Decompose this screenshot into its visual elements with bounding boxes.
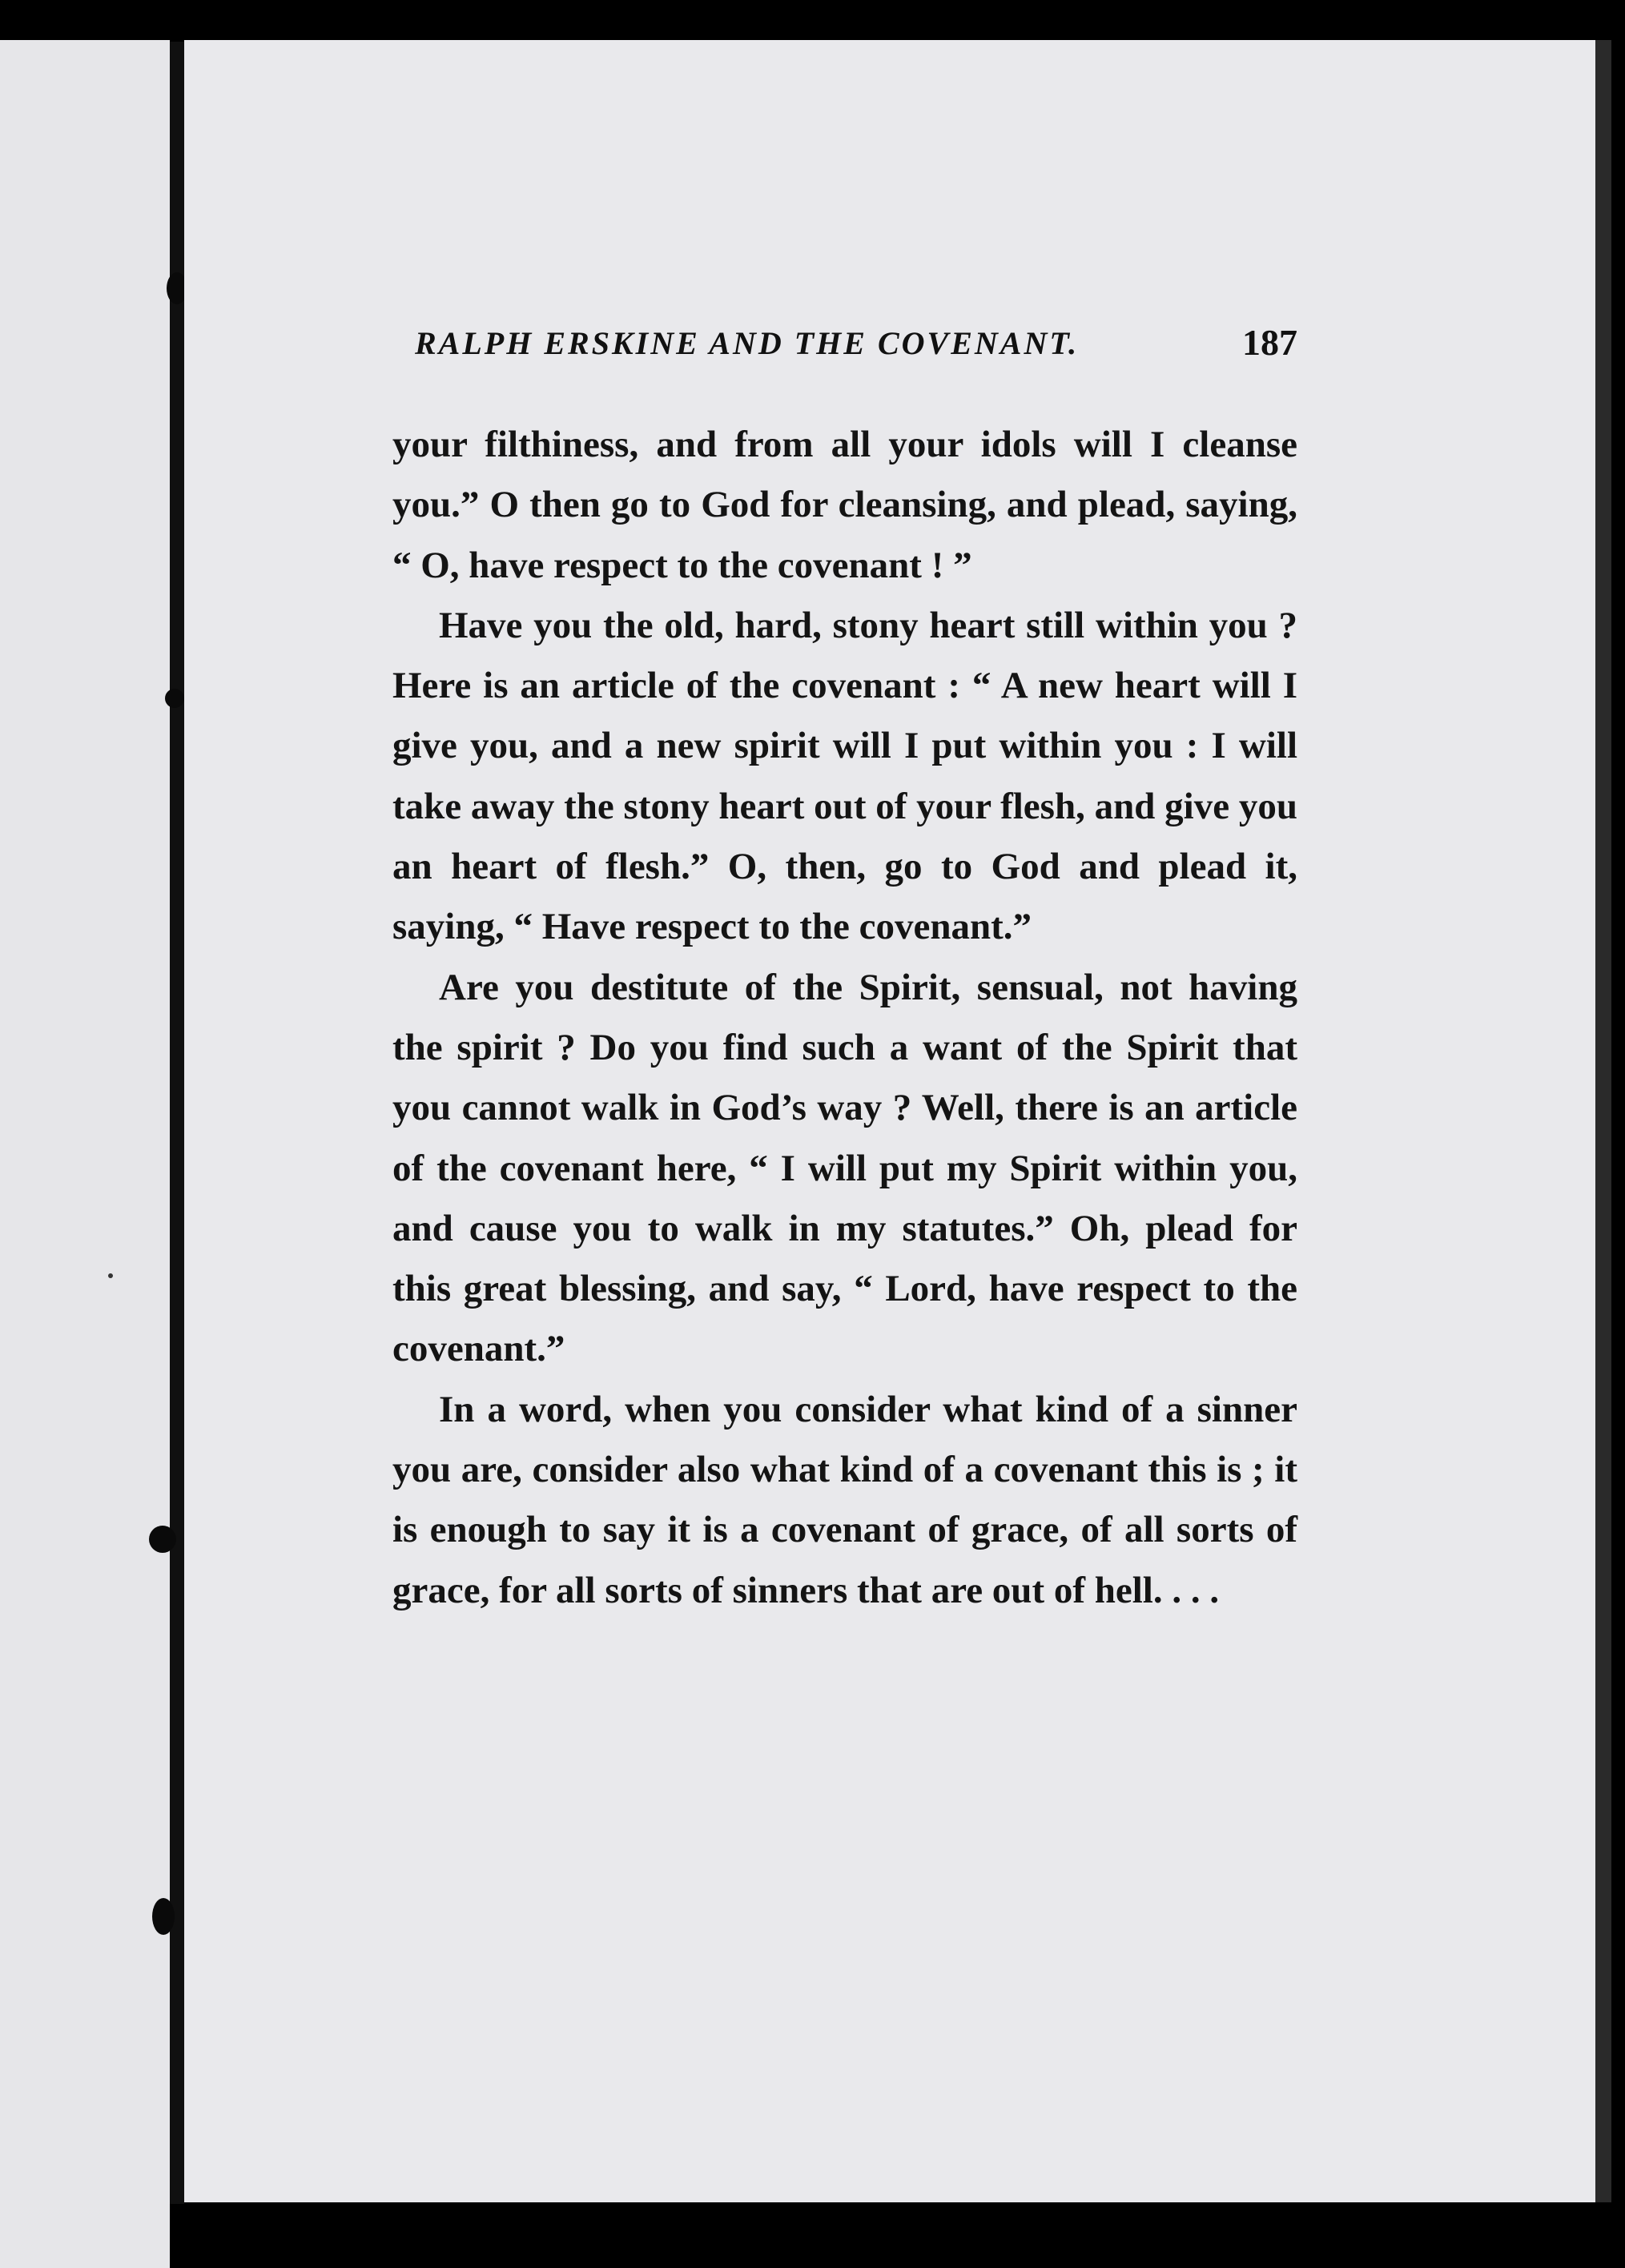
- margin-speck: [108, 1273, 113, 1278]
- paragraph: In a word, when you consider what kind of a sinner you are, consider also what kind of a covenant this is ; it is enough to say it is a covenant of grace, of all sorts of grace, for all sorts of sinners that are out of hell. . . .: [392, 1388, 1297, 1611]
- page-edge: [1595, 40, 1611, 2202]
- facing-page-margin: [0, 40, 170, 2268]
- binding-gutter: [170, 42, 184, 2204]
- binding-mark: [152, 1898, 175, 1935]
- body-text: [392, 415, 1297, 1621]
- paragraph: Have you the old, hard, stony heart still within you ? Here is an article of the covenant : “ A new heart will I give you, and a new spirit will I put within you : I will take away the stony heart out of your flesh, and give you an heart of flesh.” O, then, go to God and plead it, saying, “ Have respect to the covenant.”: [392, 604, 1297, 948]
- page-number: 187: [1242, 322, 1297, 363]
- running-head-title: RALPH ERSKINE AND THE COVENANT.: [415, 325, 1080, 361]
- paragraph: your filthiness, and from all your idols will I cleanse you.” O then go to God for cleansing, and plead, saying, “ O, have respect to the covenant ! ”: [392, 424, 1297, 586]
- running-head: [392, 324, 1297, 372]
- binding-mark: [149, 1526, 176, 1553]
- paragraph: Are you destitute of the Spirit, sensual, not having the spirit ? Do you find such a want of the Spirit that you cannot walk in God’s way ? Well, there is an article of the covenant here, “ I will put my Spirit within you, and cause you to walk in my statutes.” Oh, plead for this great blessing, and say, “ Lord, have respect to the covenant.”: [392, 966, 1297, 1370]
- binding-mark: [165, 689, 184, 708]
